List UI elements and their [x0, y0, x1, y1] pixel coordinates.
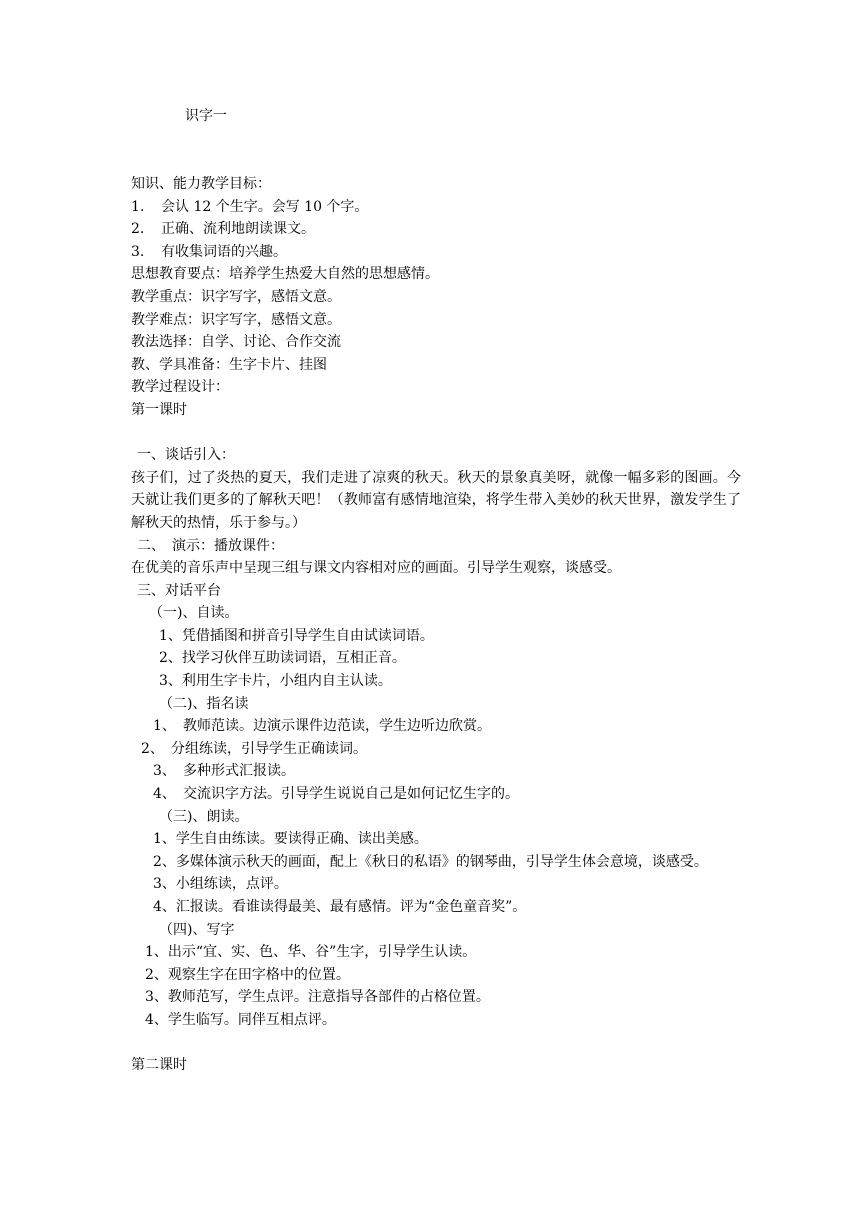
- section-1-heading: 一、谈话引入：: [137, 447, 235, 464]
- subsection-1-heading: （一)、自读。: [149, 605, 239, 622]
- item-number: 4、: [153, 786, 176, 803]
- subsection-4-item-3: 3、教师范写，学生点评。注意指导各部件的占格位置。: [145, 989, 490, 1006]
- subsection-2-heading: （二)、指名读: [159, 695, 249, 712]
- difficulty-point: 教学难点：识字写字，感悟文意。: [131, 311, 341, 328]
- key-point: 教学重点：识字写字，感悟文意。: [131, 288, 341, 305]
- goal-item-1: [131, 196, 741, 219]
- goal-number-3: 3.: [131, 243, 145, 260]
- item-text: 分组练读，引导学生正确读词。: [171, 740, 367, 757]
- goal-number-2: 2.: [131, 221, 145, 238]
- item-number: 2、: [141, 740, 164, 757]
- goal-number-1: 1.: [131, 198, 145, 215]
- process-heading: 教学过程设计：: [131, 379, 229, 396]
- subsection-1-item-2: 2、找学习伙伴互助读词语，互相正音。: [159, 650, 406, 667]
- goal-text-3: 有收集词语的兴趣。: [161, 243, 287, 260]
- subsection-4-item-1: 1、出示“宜、实、色、华、谷”生字，引导学生认读。: [145, 944, 477, 961]
- subsection-3-item-1: 1、学生自由练读。要读得正确、读出美感。: [153, 831, 428, 848]
- subsection-2-item-1: [131, 715, 741, 738]
- page-title: 识字一: [185, 108, 227, 124]
- document-body: [131, 173, 741, 1077]
- subsection-1-item-1: 1、凭借插图和拼音引导学生自由试读词语。: [159, 627, 434, 644]
- blank-line: [131, 422, 741, 445]
- moral-point: 思想教育要点：培养学生热爱大自然的思想感情。: [131, 266, 439, 283]
- goal-item-2: [131, 218, 741, 241]
- teaching-method: 教法选择：自学、讨论、合作交流: [131, 334, 341, 351]
- subsection-3-item-3: 3、小组练读，点评。: [153, 876, 288, 893]
- subsection-2-item-2: [131, 738, 741, 761]
- subsection-3-heading: （三)、朗读。: [159, 808, 249, 825]
- item-text: 多种形式汇报读。: [183, 763, 295, 780]
- subsection-2-item-3: [131, 760, 741, 783]
- goal-text-2: 正确、流利地朗读课文。: [161, 221, 315, 238]
- subsection-2-item-4: [131, 783, 741, 806]
- blank-line: [131, 1032, 741, 1055]
- goals-heading: 知识、能力教学目标：: [131, 176, 271, 192]
- item-text: 教师范读。边演示课件边范读，学生边听边欣赏。: [183, 718, 491, 735]
- section-2-paragraph: 在优美的音乐声中呈现三组与课文内容相对应的画面。引导学生观察，谈感受。: [131, 560, 621, 577]
- section-1-paragraph: 孩子们，过了炎热的夏天，我们走进了凉爽的秋天。秋天的景象真美呀，就像一幅多彩的图画。今天就让我们更多的了解秋天吧！（教师富有感情地渲染，将学生带入美妙的秋天世界，激发学生了解秋天的热情，乐于参与。）: [131, 469, 741, 531]
- goal-item-3: [131, 241, 741, 264]
- subsection-4-item-2: 2、观察生字在田字格中的位置。: [145, 966, 350, 983]
- subsection-1-item-3: 3、利用生字卡片，小组内自主认读。: [159, 673, 392, 690]
- lesson-two-heading: 第二课时: [131, 1057, 187, 1074]
- lesson-one-heading: 第一课时: [131, 401, 187, 418]
- goal-text-1: 会认 12 个生字。会写 10 个字。: [161, 198, 369, 215]
- subsection-3-item-2: 2、多媒体演示秋天的画面，配上《秋日的私语》的钢琴曲，引导学生体会意境，谈感受。: [153, 853, 708, 870]
- item-number: 3、: [153, 763, 176, 780]
- item-text: 交流识字方法。引导学生说说自己是如何记忆生字的。: [183, 786, 519, 803]
- section-3-heading: 三、对话平台: [137, 582, 221, 599]
- section-2-heading: 二、 演示：播放课件：: [137, 537, 284, 554]
- item-number: 1、: [153, 718, 176, 735]
- teaching-prep: 教、学具准备：生字卡片、挂图: [131, 356, 327, 373]
- subsection-3-item-4: 4、汇报读。看谁读得最美、最有感情。评为“金色童音奖”。: [153, 899, 527, 915]
- subsection-4-heading: （四)、写字: [159, 921, 235, 938]
- subsection-4-item-4: 4、学生临写。同伴互相点评。: [145, 1011, 336, 1028]
